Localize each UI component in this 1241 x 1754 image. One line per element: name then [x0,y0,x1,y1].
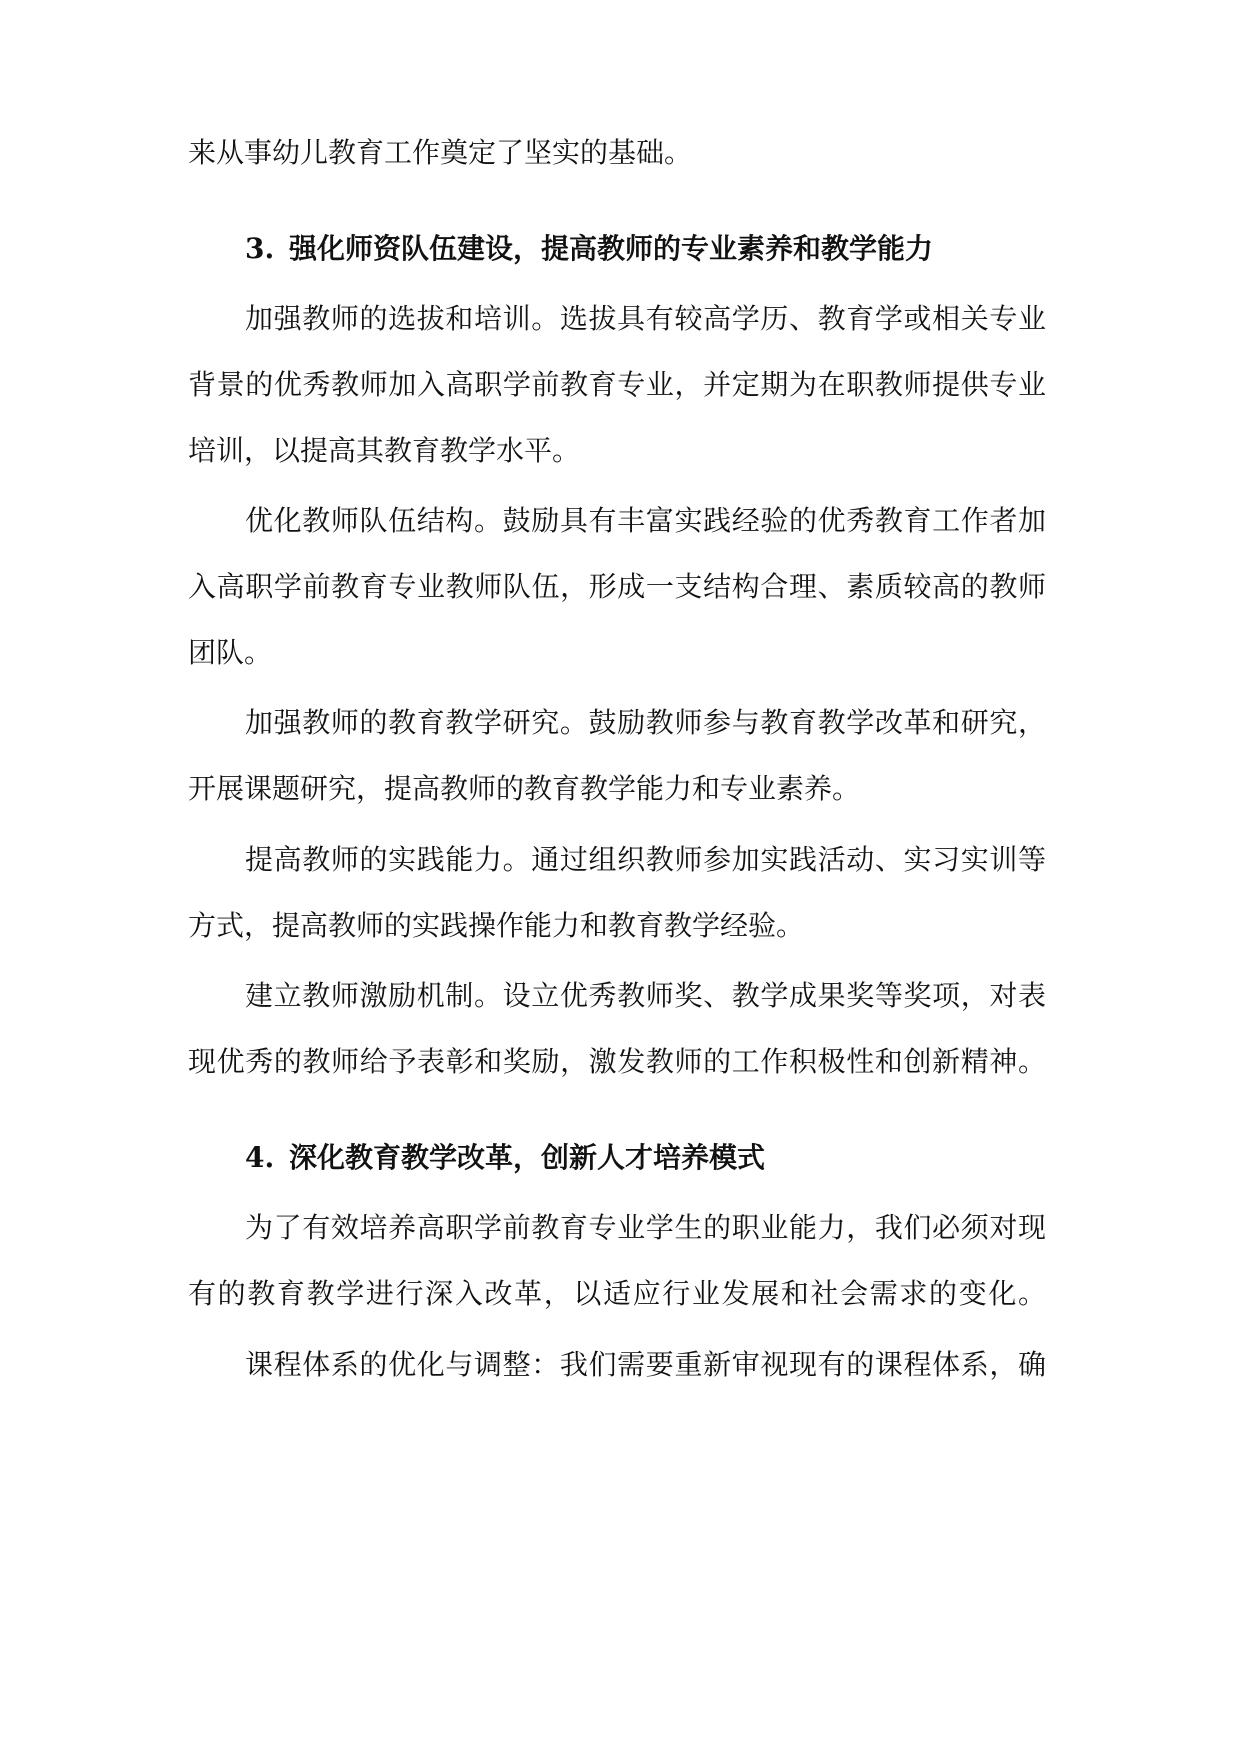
paragraph-line: 团队。 [188,636,273,669]
paragraph-line: 提高教师的实践能力。通过组织教师参加实践活动、实习实训等 [245,843,1046,876]
heading-text: 深化教育教学改革，创新人才培养模式 [289,1141,766,1174]
heading-number: 4. [245,1141,275,1174]
paragraph-line: 加强教师的教育教学研究。鼓励教师参与教育教学改革和研究， [245,706,1046,739]
paragraph-line: 来从事幼儿教育工作奠定了坚实的基础。 [188,136,693,169]
paragraph-line: 加强教师的选拔和培训。选拔具有较高学历、教育学或相关专业 [245,302,1046,335]
heading-number: 3. [245,232,275,265]
paragraph-line: 开展课题研究，提高教师的教育教学能力和专业素养。 [188,772,861,805]
section-heading-4 [245,1138,765,1178]
paragraph-line: 背景的优秀教师加入高职学前教育专业，并定期为在职教师提供专业 [188,368,1046,401]
paragraph-line: 现优秀的教师给予表彰和奖励，激发教师的工作积极性和创新精神。 [188,1045,1046,1078]
paragraph-line: 入高职学前教育专业教师队伍，形成一支结构合理、素质较高的教师 [188,570,1046,603]
heading-text: 强化师资队伍建设，提高教师的专业素养和教学能力 [289,232,934,265]
paragraph-line: 建立教师激励机制。设立优秀教师奖、教学成果奖等奖项，对表 [245,979,1046,1012]
paragraph-line: 有的教育教学进行深入改革，以适应行业发展和社会需求的变化。 [188,1277,1046,1310]
section-heading-3 [245,229,933,269]
paragraph-line: 优化教师队伍结构。鼓励具有丰富实践经验的优秀教育工作者加 [245,504,1046,537]
paragraph-line: 为了有效培养高职学前教育专业学生的职业能力，我们必须对现 [245,1211,1046,1244]
paragraph-line: 培训，以提高其教育教学水平。 [188,434,581,467]
paragraph-line: 方式，提高教师的实践操作能力和教育教学经验。 [188,909,805,942]
paragraph-line: 课程体系的优化与调整：我们需要重新审视现有的课程体系，确 [245,1348,1046,1381]
